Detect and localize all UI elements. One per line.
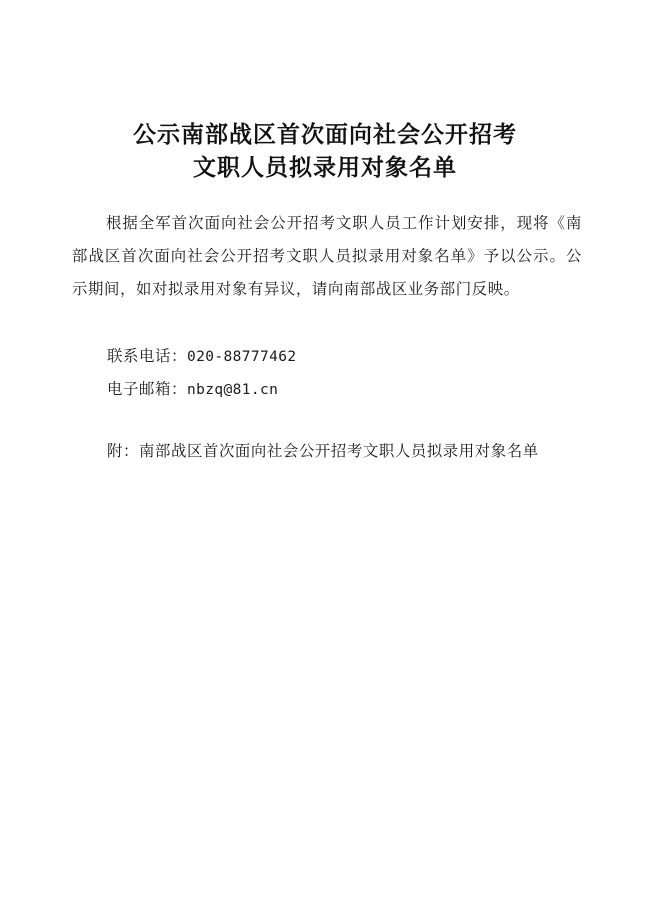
attachment-text: 南部战区首次面向社会公开招考文职人员拟录用对象名单 (138, 442, 539, 460)
contact-phone-label: 联系电话： (107, 347, 187, 365)
announcement-paragraph: 根据全军首次面向社会公开招考文职人员工作计划安排，现将《南部战区首次面向社会公开招考文职人员拟录用对象名单》予以公示。公示期间，如对拟录用对象有异议，请向南部战区业务部门反映。 (72, 214, 582, 298)
contact-email-label: 电子邮箱： (107, 380, 187, 398)
attachment-line (107, 439, 539, 461)
contact-phone (107, 344, 297, 366)
document-title-line1: 公示南部战区首次面向社会公开招考 (133, 121, 517, 148)
contact-email-value: nbzq@81.cn (186, 382, 279, 398)
document-title-line2: 文职人员拟录用对象名单 (193, 154, 457, 181)
contact-email (107, 377, 278, 399)
contact-phone-value: 020-88777462 (186, 349, 297, 365)
attachment-label: 附： (107, 442, 139, 460)
